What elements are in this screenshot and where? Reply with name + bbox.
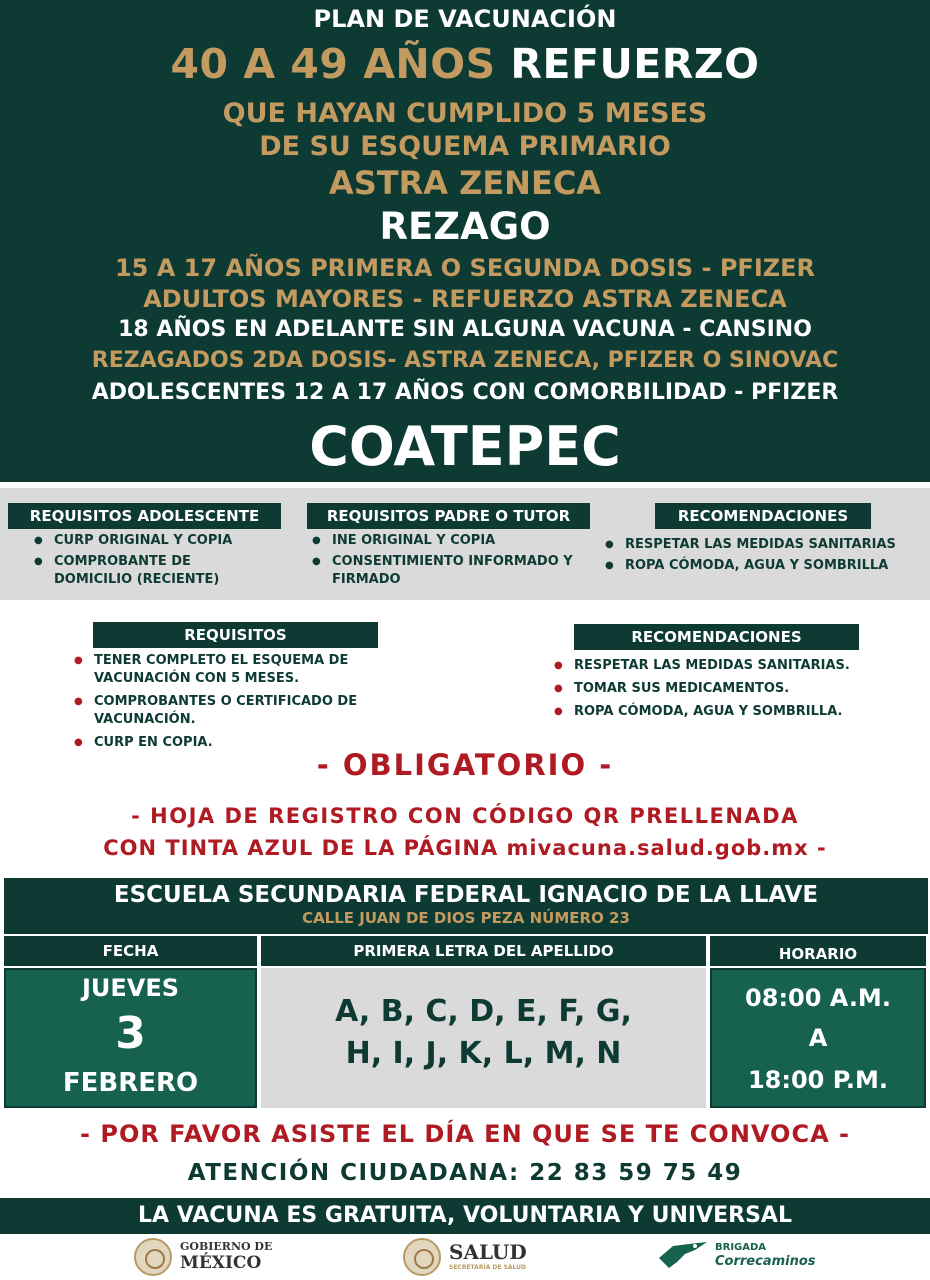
rezago-line: 15 A 17 AÑOS PRIMERA O SEGUNDA DOSIS - PFIZER	[114, 254, 816, 282]
recommendations-list	[552, 657, 892, 726]
day-number: 3	[115, 1008, 146, 1059]
list-item: ● RESPETAR LAS MEDIDAS SANITARIAS	[603, 536, 928, 554]
brigada-correcaminos-logo	[655, 1238, 825, 1278]
logo-strip	[0, 1236, 930, 1280]
age-booster-title	[0, 40, 930, 88]
adolescent-requirements-list	[32, 532, 272, 592]
rezago-line: REZAGADOS 2DA DOSIS- ASTRA ZENECA, PFIZER O SINOVAC	[91, 348, 839, 373]
condition-line-1: QUE HAYAN CUMPLIDO 5 MESES	[222, 98, 708, 129]
time-separator: A	[808, 1024, 828, 1052]
attendance-notice: - POR FAVOR ASISTE EL DÍA EN QUE SE TE CONVOCA -	[80, 1120, 850, 1148]
booster-label: REFUERZO	[510, 40, 760, 88]
date-column-header: FECHA	[4, 936, 257, 966]
venue-banner	[4, 878, 928, 934]
plan-title: PLAN DE VACUNACIÓN	[313, 5, 617, 33]
time-start: 08:00 A.M.	[745, 984, 891, 1012]
rezago-line: 18 AÑOS EN ADELANTE SIN ALGUNA VACUNA - CANSINO	[118, 317, 812, 342]
list-item: ● CURP EN COPIA.	[72, 734, 392, 752]
time-cell	[710, 968, 926, 1108]
condition-line-2: DE SU ESQUEMA PRIMARIO	[259, 131, 671, 162]
gobierno-mexico-logo	[134, 1238, 284, 1278]
salud-text: SALUD	[449, 1240, 527, 1264]
adolescent-requirements-heading: REQUISITOS ADOLESCENTE	[8, 503, 281, 529]
letter-column-header: PRIMERA LETRA DEL APELLIDO	[261, 936, 706, 966]
list-item: ● ROPA CÓMODA, AGUA Y SOMBRILLA.	[552, 703, 892, 721]
time-end: 18:00 P.M.	[747, 1066, 889, 1094]
list-item: ● RESPETAR LAS MEDIDAS SANITARIAS.	[552, 657, 892, 675]
correcaminos-text: Correcaminos	[715, 1254, 816, 1269]
mandatory-line-2: CON TINTA AZUL DE LA PÁGINA mivacuna.salud.gob.mx -	[103, 836, 827, 860]
letters-cell	[261, 968, 706, 1108]
band-recommendations-heading: RECOMENDACIONES	[655, 503, 871, 529]
adolescent-requirements-band	[0, 488, 930, 600]
roadrunner-icon	[655, 1238, 711, 1274]
rezago-line: ADULTOS MAYORES - REFUERZO ASTRA ZENECA	[143, 285, 787, 313]
list-item: ● CONSENTIMIENTO INFORMADO Y FIRMADO	[310, 553, 600, 589]
list-item: ● INE ORIGINAL Y COPIA	[310, 532, 600, 550]
day-name: JUEVES	[81, 974, 180, 1002]
recommendations-heading: RECOMENDACIONES	[574, 624, 859, 650]
list-item: ● TENER COMPLETO EL ESQUEMA DE VACUNACIÓN CON 5 MESES.	[72, 652, 392, 688]
brigada-text: BRIGADA	[715, 1242, 767, 1253]
time-column-header: HORARIO	[710, 936, 926, 966]
gobierno-text: GOBIERNO DE	[180, 1240, 273, 1253]
mandatory-title: - OBLIGATORIO -	[316, 748, 614, 782]
rezago-title: REZAGO	[379, 205, 551, 248]
list-item: ● CURP ORIGINAL Y COPIA	[32, 532, 272, 550]
mexico-text: MÉXICO	[180, 1253, 262, 1273]
eagle-seal-icon	[134, 1238, 172, 1276]
requirements-list	[72, 652, 392, 757]
list-item: ● ROPA CÓMODA, AGUA Y SOMBRILLA	[603, 557, 928, 575]
eagle-seal-icon	[403, 1238, 441, 1276]
venue-address: CALLE JUAN DE DIOS PEZA NÚMERO 23	[302, 909, 630, 927]
rezago-line: ADOLESCENTES 12 A 17 AÑOS CON COMORBILIDAD - PFIZER	[91, 380, 839, 405]
letters-line-2: H, I, J, K, L, M, N	[345, 1036, 622, 1071]
list-item: ● COMPROBANTES O CERTIFICADO DE VACUNACIÓN.	[72, 693, 392, 729]
city-title: COATEPEC	[309, 415, 621, 478]
mandatory-line-1: - HOJA DE REGISTRO CON CÓDIGO QR PRELLENADA	[131, 804, 799, 828]
date-cell	[4, 968, 257, 1108]
list-item: ● TOMAR SUS MEDICAMENTOS.	[552, 680, 892, 698]
guardian-requirements-heading: REQUISITOS PADRE O TUTOR	[307, 503, 590, 529]
letters-line-1: A, B, C, D, E, F, G,	[335, 994, 632, 1029]
salud-subtext: SECRETARÍA DE SALUD	[449, 1264, 526, 1271]
band-recommendations-list	[603, 536, 928, 578]
vaccine-name: ASTRA ZENECA	[328, 164, 602, 202]
guardian-requirements-list	[310, 532, 600, 592]
salud-logo	[403, 1238, 543, 1278]
slogan-bar: LA VACUNA ES GRATUITA, VOLUNTARIA Y UNIVERSAL	[0, 1198, 930, 1234]
header-banner	[0, 0, 930, 482]
requirements-heading: REQUISITOS	[93, 622, 378, 648]
venue-name: ESCUELA SECUNDARIA FEDERAL IGNACIO DE LA LLAVE	[113, 882, 819, 908]
list-item: ● COMPROBANTE DE DOMICILIO (RECIENTE)	[32, 553, 272, 589]
age-range: 40 A 49 AÑOS	[170, 40, 496, 88]
citizen-phone: ATENCIÓN CIUDADANA: 22 83 59 75 49	[187, 1160, 743, 1186]
month-name: FEBRERO	[62, 1068, 199, 1098]
